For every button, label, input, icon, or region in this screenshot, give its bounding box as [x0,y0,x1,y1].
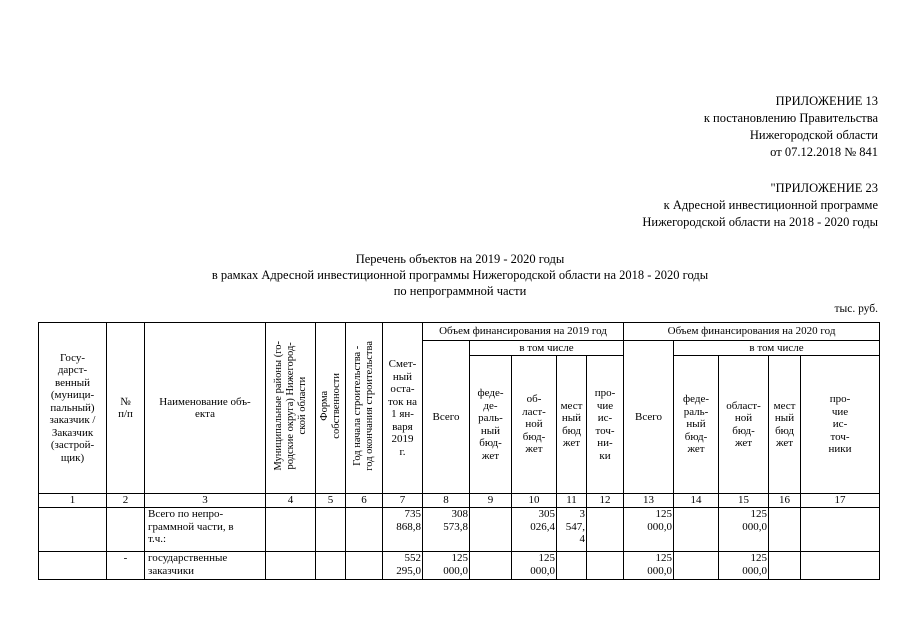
column-number: 13 [624,494,674,508]
column-number: 16 [769,494,801,508]
header-federal-2019: феде- де- раль- ный бюд- жет [470,356,512,494]
document-title-line-1: Перечень объектов на 2019 - 2020 годы [355,252,565,266]
header-regional-2020: област- ной бюд- жет [719,356,769,494]
column-number: 2 [107,494,145,508]
header-including-2020: в том числе [674,341,880,356]
header-estimate-balance: Смет- ный оста- ток на 1 ян- варя 2019 г. [383,323,423,494]
cell-other-2019 [587,508,624,552]
cell-other-2019 [587,552,624,580]
cell-number [107,508,145,552]
header-number: № п/п [107,323,145,494]
header-financing-2019: Объем финансирования на 2019 год [423,323,624,341]
column-numbers-row [39,494,880,508]
header-other-2020: про- чие ис- точ- ники [801,356,880,494]
column-number: 9 [470,494,512,508]
appendix-line-4: от 07.12.2018 № 841 [770,145,878,159]
cell-regional-2020: 125 000,0 [719,552,769,580]
cell-local-2020 [769,552,801,580]
column-number: 10 [512,494,557,508]
header-object-name: Наименование объ- екта [145,323,266,494]
cell-regional-2019: 125 000,0 [512,552,557,580]
table-row [39,508,880,552]
column-number: 4 [266,494,316,508]
cell-estimate: 552 295,0 [383,552,423,580]
cell-local-2019 [557,552,587,580]
cell-total-2020: 125 000,0 [624,508,674,552]
column-number: 7 [383,494,423,508]
header-ownership-form: Форма собственности [316,323,346,494]
cell-years [346,508,383,552]
cell-local-2020 [769,508,801,552]
cell-ownership [316,508,346,552]
sub-appendix-title: "ПРИЛОЖЕНИЕ 23 [770,181,878,195]
document-title-line-2: в рамках Адресной инвестиционной программы Нижегородской области на 2018 - 2020 годы [211,268,709,282]
units-label: тыс. руб. [834,303,878,315]
header-local-2020: мест ный бюд жет [769,356,801,494]
cell-federal-2019 [470,552,512,580]
cell-municipal [266,552,316,580]
cell-federal-2020 [674,508,719,552]
appendix-line-2: к постановлению Правительства [703,111,878,125]
cell-customer [39,508,107,552]
header-other-2019: про- чие ис- точ- ни- ки [587,356,624,494]
cell-estimate: 735 868,8 [383,508,423,552]
cell-federal-2019 [470,508,512,552]
column-number: 11 [557,494,587,508]
header-local-2019: мест ный бюд жет [557,356,587,494]
table-row [39,552,880,580]
header-total-2020: Всего [624,341,674,494]
cell-federal-2020 [674,552,719,580]
objects-table [38,322,880,580]
header-regional-2019: об- ласт- ной бюд- жет [512,356,557,494]
column-number: 14 [674,494,719,508]
cell-object-name: Всего по непро- граммной части, в т.ч.: [145,508,266,552]
sub-appendix-line-3: Нижегородской области на 2018 - 2020 годы [642,215,878,229]
cell-total-2020: 125 000,0 [624,552,674,580]
column-number: 15 [719,494,769,508]
cell-regional-2019: 305 026,4 [512,508,557,552]
sub-appendix-line-2: к Адресной инвестиционной программе [663,198,878,212]
cell-number: - [107,552,145,580]
cell-other-2020 [801,508,880,552]
cell-local-2019: 3 547, 4 [557,508,587,552]
column-number: 5 [316,494,346,508]
document-title-line-3: по непрограммной части [393,284,527,298]
header-total-2019: Всего [423,341,470,494]
appendix-line-3: Нижегородской области [749,128,878,142]
column-number: 17 [801,494,880,508]
cell-ownership [316,552,346,580]
appendix-title: ПРИЛОЖЕНИЕ 13 [775,94,878,108]
cell-total-2019: 125 000,0 [423,552,470,580]
column-number: 6 [346,494,383,508]
column-number: 3 [145,494,266,508]
cell-total-2019: 308 573,8 [423,508,470,552]
cell-object-name: государственные заказчики [145,552,266,580]
cell-years [346,552,383,580]
header-construction-years: Год начала строительства - год окончания строительства [346,323,383,494]
header-municipal-districts: Муниципальные районы (го- родские округа) Нижегород- ской области [266,323,316,494]
cell-municipal [266,508,316,552]
column-number: 1 [39,494,107,508]
header-financing-2020: Объем финансирования на 2020 год [624,323,880,341]
header-customer: Госу- дарст- венный (муници- пальный) заказчик / Заказчик (застрой- щик) [39,323,107,494]
cell-customer [39,552,107,580]
column-number: 8 [423,494,470,508]
header-federal-2020: феде- раль- ный бюд- жет [674,356,719,494]
cell-regional-2020: 125 000,0 [719,508,769,552]
header-including-2019: в том числе [470,341,624,356]
cell-other-2020 [801,552,880,580]
column-number: 12 [587,494,624,508]
